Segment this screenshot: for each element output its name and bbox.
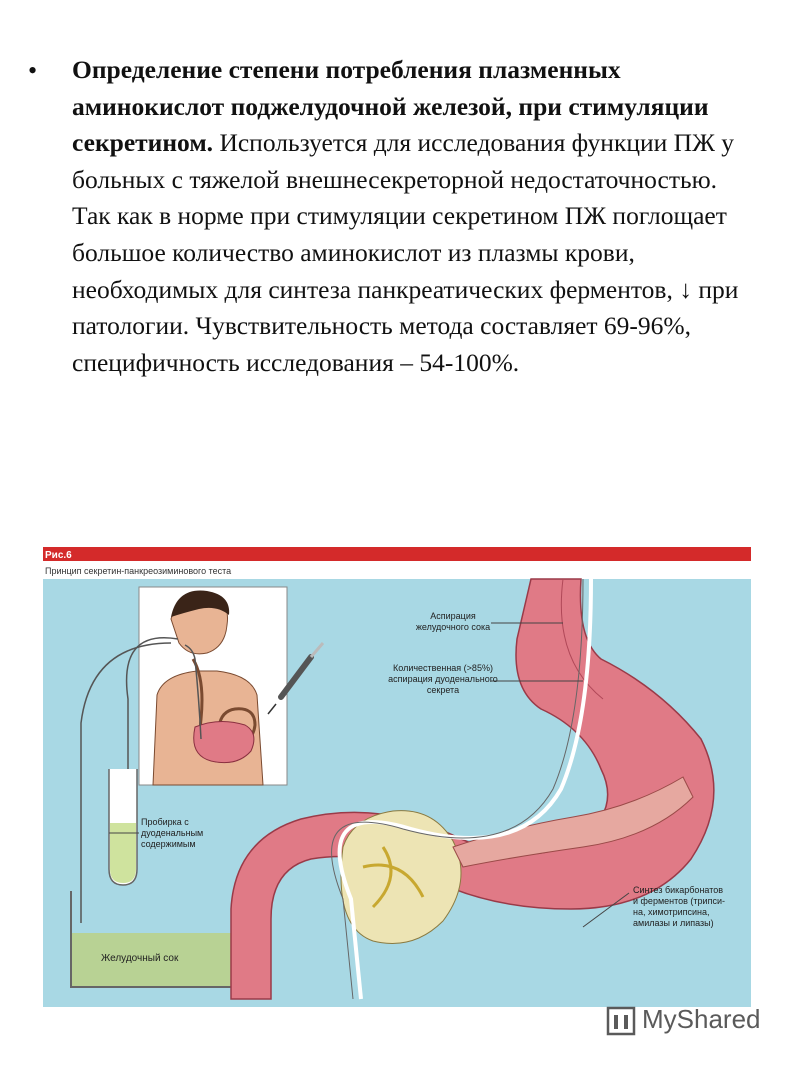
svg-text:дуоденальным: дуоденальным (141, 828, 204, 838)
svg-text:Количественная (>85%): Количественная (>85%) (393, 663, 493, 673)
slide-text (72, 52, 762, 381)
svg-text:Пробирка с: Пробирка с (141, 817, 189, 827)
svg-text:желудочного сока: желудочного сока (415, 622, 491, 632)
watermark-text: MyShared (642, 1004, 761, 1034)
svg-text:секрета: секрета (426, 685, 460, 695)
slide-body: Используется для исследования функции ПЖ у больных с тяжелой внешнесекреторной недостаточностью. Так как в норме при стимуляции секретином ПЖ поглощает большое количество аминокислот из плазмы крови, необходимых для синтеза панкреатических ферментов, ↓ при патологии. Чувствительность метода составляет 69-96%, специфичность исследования – 54-100%. (72, 128, 739, 377)
svg-text:Синтез бикарбонатов: Синтез бикарбонатов (633, 885, 724, 895)
slide-paragraph (72, 52, 762, 381)
bullet-marker: • (28, 56, 38, 85)
annotation-gastric-juice: Желудочный сок (101, 953, 179, 964)
svg-text:и ферментов (трипси-: и ферментов (трипси- (633, 896, 725, 906)
figure-caption: Принцип секретин-панкреозиминового теста (45, 566, 232, 576)
test-tube-icon (109, 769, 137, 885)
patient-inset (139, 587, 287, 785)
svg-text:амилазы и липазы): амилазы и липазы) (633, 918, 714, 928)
secretin-test-figure (43, 547, 751, 1007)
figure-label: Рис.6 (45, 550, 72, 561)
watermark (606, 1000, 776, 1042)
figure-red-bar (43, 547, 751, 561)
slide-heading: Определение степени потребления плазменных аминокислот поджелудочной железой, при стимуляции секретином. (72, 55, 709, 158)
svg-text:на, химотрипсина,: на, химотрипсина, (633, 907, 710, 917)
svg-text:содержимым: содержимым (141, 839, 196, 849)
svg-text:Аспирация: Аспирация (430, 611, 476, 621)
mushroom-logo-icon (606, 1006, 636, 1036)
svg-text:аспирация дуоденального: аспирация дуоденального (388, 674, 498, 684)
